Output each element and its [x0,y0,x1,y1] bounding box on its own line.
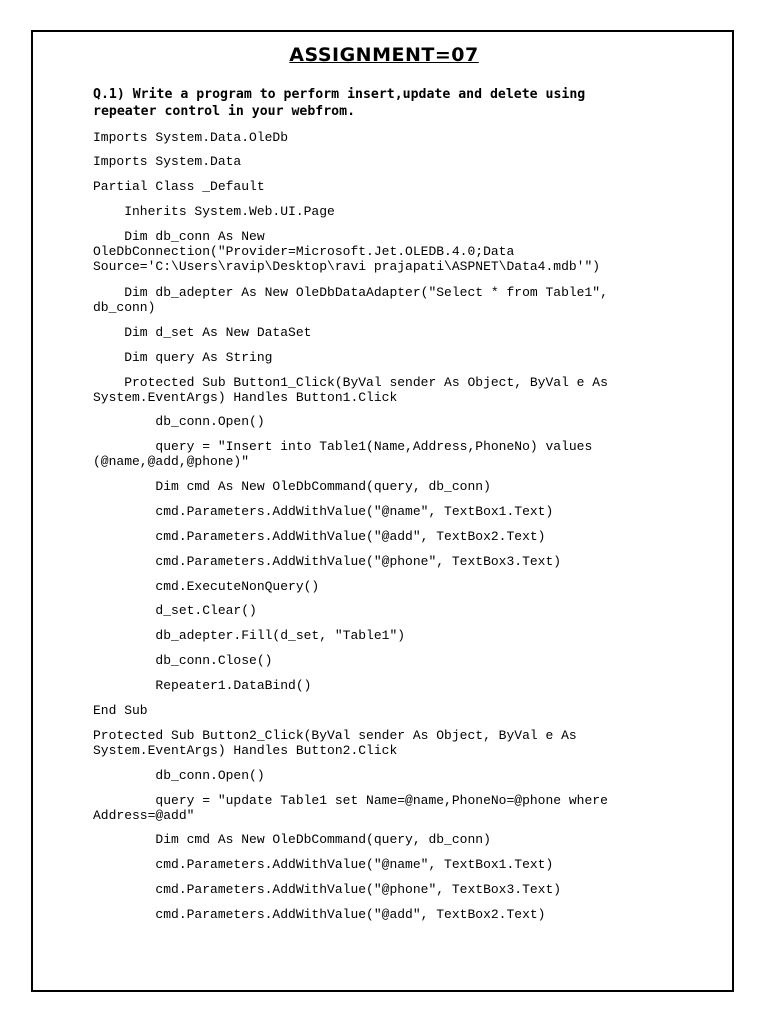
code-line: Dim db_conn As New OleDbConnection("Provider=Microsoft.Jet.OLEDB.4.0;Data Source='C:\Users\ravip\Desktop\ravi prajapati\ASPNET\Data4.mdb'") [93,229,601,274]
code-line: d_set.Clear() [93,603,257,618]
code-line: Dim d_set As New DataSet [93,325,312,340]
code-line: cmd.Parameters.AddWithValue("@name", TextBox1.Text) [93,504,554,519]
code-line: Imports System.Data [93,154,242,169]
code-line: Inherits System.Web.UI.Page [93,204,335,219]
code-line: cmd.Parameters.AddWithValue("@add", TextBox2.Text) [93,529,546,544]
code-line: Protected Sub Button2_Click(ByVal sender As Object, ByVal e As System.EventArgs) Handles Button2.Click [93,728,577,758]
code-line: Repeater1.DataBind() [93,678,312,693]
code-line: cmd.Parameters.AddWithValue("@phone", TextBox3.Text) [93,882,562,897]
code-line: Dim cmd As New OleDbCommand(query, db_conn) [93,479,491,494]
code-line: query = "update Table1 set Name=@name,PhoneNo=@phone where Address=@add" [93,793,608,823]
code-line: Dim cmd As New OleDbCommand(query, db_conn) [93,832,491,847]
code-line: cmd.ExecuteNonQuery() [93,579,320,594]
code-line: End Sub [93,703,148,718]
code-line: db_conn.Close() [93,653,273,668]
code-line: Imports System.Data.OleDb [93,130,289,145]
code-line: Dim db_adepter As New OleDbDataAdapter("Select * from Table1", db_conn) [93,285,608,315]
assignment-title: ASSIGNMENT=07 [289,44,479,66]
code-line: cmd.Parameters.AddWithValue("@add", TextBox2.Text) [93,907,546,922]
code-line: Dim query As String [93,350,273,365]
code-line: Partial Class _Default [93,179,265,194]
question-text: Q.1) Write a program to perform insert,update and delete using repeater control in your webfrom. [93,87,586,119]
code-line: cmd.Parameters.AddWithValue("@phone", TextBox3.Text) [93,554,562,569]
code-line: db_conn.Open() [93,414,265,429]
code-line: cmd.Parameters.AddWithValue("@name", TextBox1.Text) [93,857,554,872]
code-line: Protected Sub Button1_Click(ByVal sender As Object, ByVal e As System.EventArgs) Handles Button1.Click [93,375,608,405]
code-line: query = "Insert into Table1(Name,Address,PhoneNo) values (@name,@add,@phone)" [93,439,593,469]
code-line: db_conn.Open() [93,768,265,783]
code-line: db_adepter.Fill(d_set, "Table1") [93,628,406,643]
